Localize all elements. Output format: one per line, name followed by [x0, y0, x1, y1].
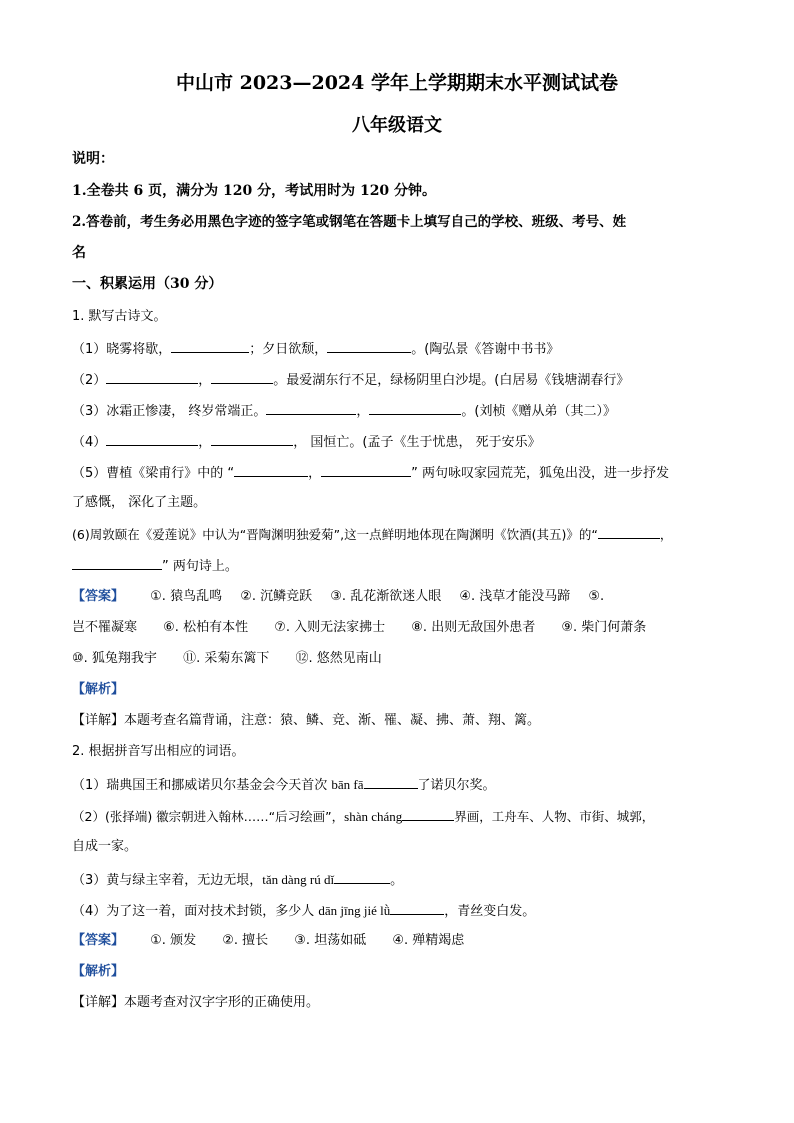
q1-line-5-text-b: ，	[308, 466, 322, 481]
instruction-item-1: 1.全卷共 6 页，满分为 120 分，考试用时为 120 分钟。	[72, 183, 437, 199]
q2-line-3	[72, 869, 403, 891]
answer-item: ③. 坦荡如砥	[294, 933, 367, 948]
answer-blank	[364, 774, 418, 789]
q1-line-2	[72, 369, 629, 391]
answer-blank	[211, 431, 293, 446]
answer-blank	[402, 806, 454, 821]
q1-line-4	[72, 431, 541, 453]
q1-line-3-text-a: （3）冰霜正惨凄， 终岁常端正。	[72, 404, 267, 419]
answer-item: ⑧. 出则无敌国外患者	[411, 620, 536, 635]
answer-item: ①. 猿鸟乱鸣	[150, 589, 223, 604]
pinyin: bān fā	[331, 777, 364, 792]
q1-line-3	[72, 400, 616, 422]
q1-line-2-text-a: （2）	[72, 373, 107, 388]
q1-line-6-text-c: ” 两句诗上。	[162, 559, 238, 574]
q1-answers-row-1	[72, 587, 604, 607]
pinyin: shàn cháng	[344, 809, 403, 824]
q1-line-2-text-b: ，	[198, 373, 212, 388]
q2-line-1-text-b: 了诺贝尔奖。	[417, 778, 496, 793]
answer-item: ③. 乱花渐欲迷人眼	[330, 589, 442, 604]
q1-answers-row-3	[72, 649, 382, 669]
q1-line-6	[72, 524, 672, 545]
q1-line-1-text-a: （1）晓雾将歇，	[72, 342, 172, 357]
answer-label: 【答案】	[72, 933, 125, 948]
answer-item: ⑫. 悠然见南山	[295, 651, 382, 666]
q1-line-4-text-c: ， 国恒亡。(孟子《生于忧患， 死于安乐》	[293, 435, 541, 450]
q1-line-6-text-a: (6)周敦颐在《爱莲说》中认为“晋陶渊明独爱菊”,这一点鲜明地体现在陶渊明《饮酒(其五)》的“	[72, 527, 598, 542]
q2-line-2-text-b: 界画，工舟车、人物、市街、城郭，	[454, 809, 655, 824]
answer-blank	[106, 369, 198, 384]
q1-line-6-cont	[72, 555, 238, 577]
q1-line-5	[72, 462, 669, 484]
q1-line-1-text-b: ；夕日欲颓，	[249, 342, 328, 357]
q2-line-4-text-b: ，青丝变白发。	[444, 904, 536, 919]
answer-item: ⑤.	[588, 589, 605, 604]
q2-line-2-cont: 自成一家。	[72, 839, 138, 854]
answer-blank	[321, 462, 411, 477]
answer-blank	[234, 462, 308, 477]
analysis-label: 【解析】	[72, 964, 125, 979]
answer-blank	[390, 900, 444, 915]
exam-subtitle: 八年级语文	[352, 115, 442, 136]
answer-item: ⑦. 入则无法家拂士	[274, 620, 386, 635]
q1-stem: 1. 默写古诗文。	[72, 309, 167, 324]
answer-blank	[334, 869, 390, 884]
answer-item: ⑥. 松柏有本性	[163, 620, 249, 635]
q1-line-5-cont: 了感慨， 深化了主题。	[72, 495, 207, 510]
answer-blank	[211, 369, 273, 384]
instruction-item-2-cont: 名	[72, 245, 86, 261]
answer-label: 【答案】	[72, 589, 125, 604]
answer-blank	[72, 555, 162, 570]
q2-line-3-text-b: 。	[390, 873, 404, 888]
answer-item: ②. 沉鳞竞跃	[240, 589, 313, 604]
q1-line-1-text-c: 。(陶弘景《答谢中书书》	[411, 342, 560, 357]
pinyin: dān jīng jié lǜ	[318, 903, 391, 918]
q1-line-2-text-c: 。最爱湖东行不足，绿杨阴里白沙堤。(白居易《钱塘湖春行》	[273, 373, 630, 388]
answer-blank	[369, 400, 461, 415]
instructions-label: 说明：	[72, 151, 114, 167]
q1-detail: 【详解】本题考查名篇背诵，注意：猿、鳞、竞、渐、罹、凝、拂、萧、翔、篱。	[72, 713, 541, 728]
pinyin: tǎn dàng rú dǐ	[262, 872, 335, 887]
analysis-label: 【解析】	[72, 682, 125, 697]
q1-line-1	[72, 338, 559, 360]
answer-blank	[171, 338, 249, 353]
answer-blank	[106, 431, 198, 446]
answer-blank	[327, 338, 411, 353]
q2-stem: 2. 根据拼音写出相应的词语。	[72, 744, 245, 759]
q2-line-2-text-a: （2）(张择端) 徽宗朝进入翰林……“后习绘画”，	[72, 809, 345, 824]
answer-blank	[598, 524, 660, 539]
q2-line-4-text-a: （4）为了这一着，面对技术封锁，多少人	[72, 904, 319, 919]
q1-line-4-text-a: （4）	[72, 435, 107, 450]
answer-item: 岂不罹凝寒	[72, 620, 138, 635]
q1-line-4-text-b: ，	[198, 435, 212, 450]
answer-item: ⑪. 采菊东篱下	[183, 651, 270, 666]
q2-line-4	[72, 900, 535, 922]
exam-title: 中山市 2023—2024 学年上学期期末水平测试试卷	[176, 72, 618, 94]
q2-line-3-text-a: （3）黄与绿主宰着，无边无垠，	[72, 873, 263, 888]
answer-item: ④. 浅草才能没马蹄	[459, 589, 571, 604]
q2-detail: 【详解】本题考查对汉字字形的正确使用。	[72, 995, 320, 1010]
q1-line-3-text-b: ，	[356, 404, 370, 419]
q2-answers	[72, 931, 464, 951]
section-heading: 一、积累运用（30 分）	[72, 276, 223, 292]
answer-item: ⑨. 柴门何萧条	[561, 620, 647, 635]
q2-line-1	[72, 774, 496, 796]
q2-line-1-text-a: （1）瑞典国王和挪威诺贝尔基金会今天首次	[72, 778, 332, 793]
answer-item: ④. 殚精竭虑	[392, 933, 465, 948]
q1-line-5-text-a: （5）曹植《梁甫行》中的 “	[72, 466, 235, 481]
q1-answers-row-2	[72, 618, 646, 638]
answer-item: ②. 擅长	[222, 933, 269, 948]
answer-item: ⑩. 狐兔翔我宇	[72, 651, 157, 666]
instruction-item-2: 2.答卷前，考生务必用黑色字迹的签字笔或钢笔在答题卡上填写自己的学校、班级、考号、姓	[72, 214, 627, 230]
q1-line-6-text-b: ，	[659, 527, 673, 542]
q1-line-3-text-c: 。(刘桢《赠从弟（其二）》	[461, 404, 616, 419]
q1-line-5-text-c: ” 两句咏叹家园荒芜，狐兔出没，进一步抒发	[411, 466, 670, 481]
answer-item: ①. 颁发	[150, 933, 197, 948]
answer-blank	[266, 400, 356, 415]
q2-line-2	[72, 806, 654, 827]
